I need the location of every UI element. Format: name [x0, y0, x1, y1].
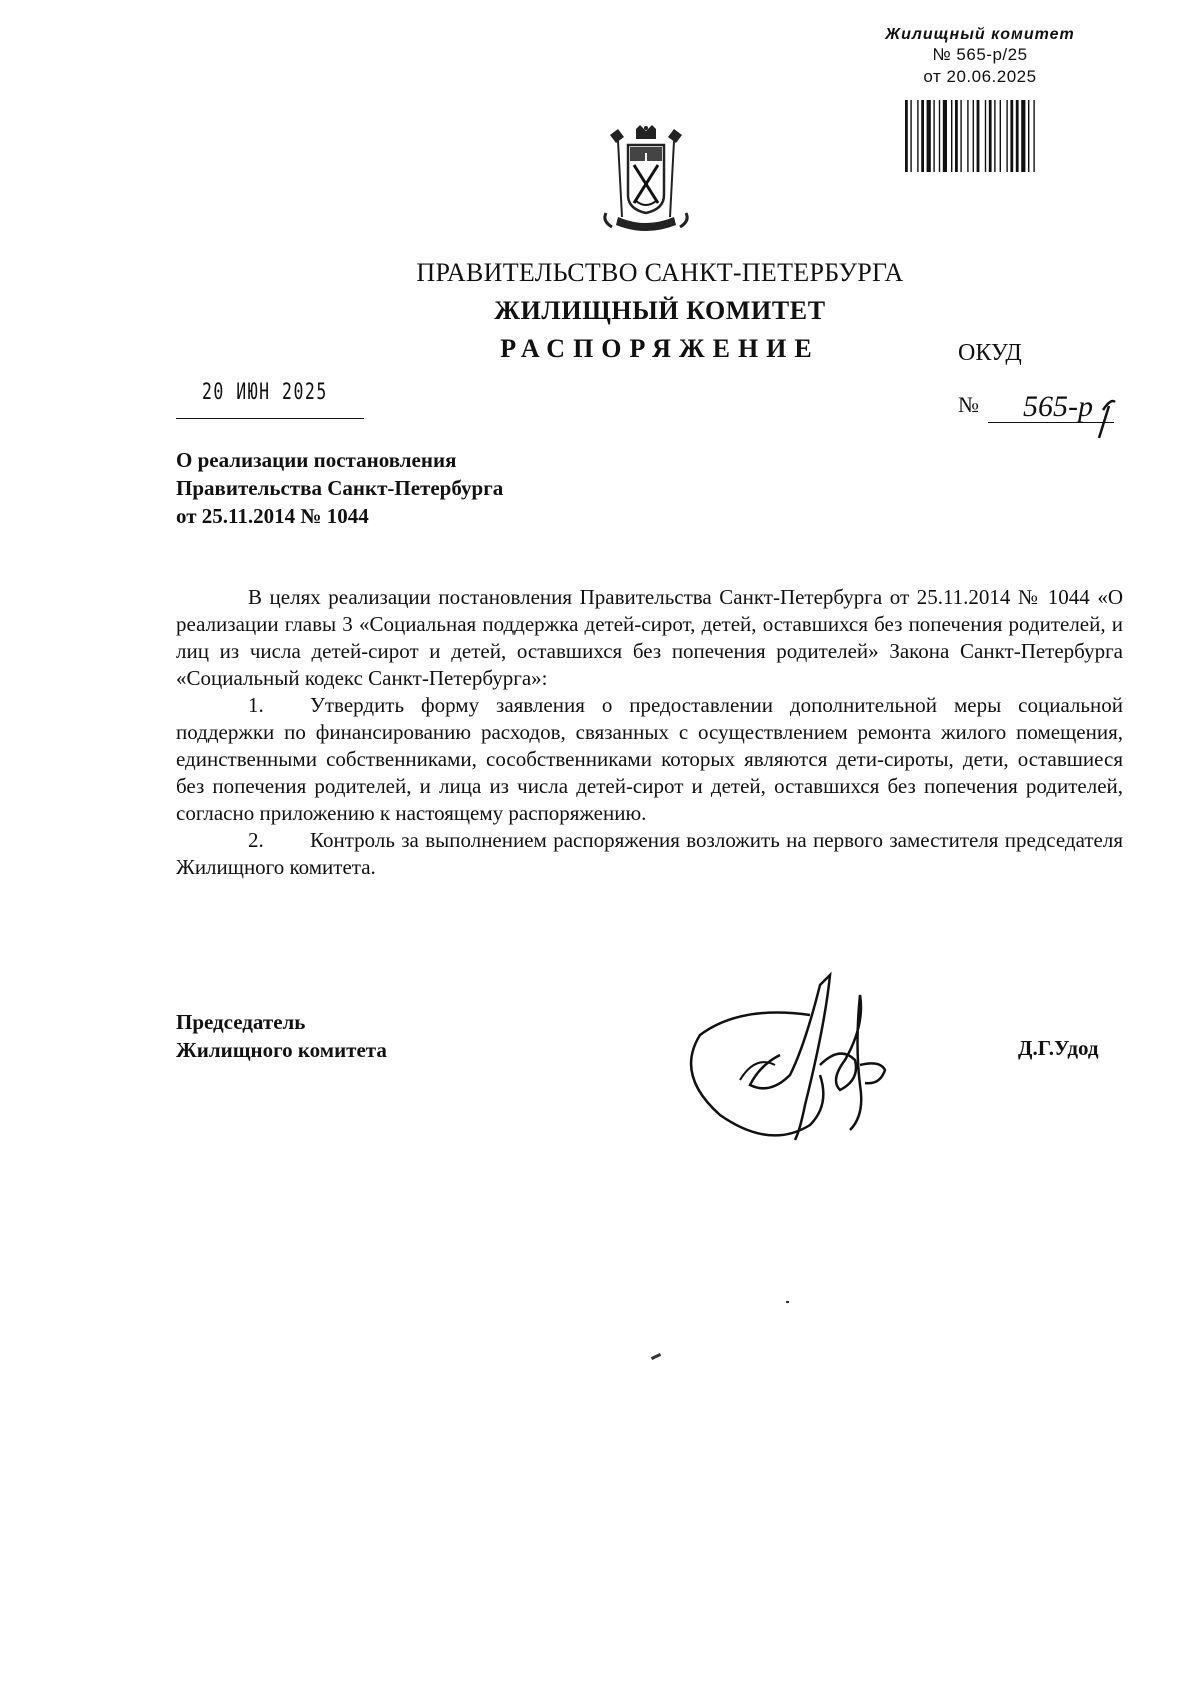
barcode-bar: [994, 100, 995, 172]
body-item-2: [176, 827, 1123, 881]
date-stamp: 20 ИЮН 2025: [202, 380, 328, 405]
barcode-bar: [910, 100, 911, 172]
number-sign: №: [958, 392, 979, 417]
barcode-bar: [1021, 100, 1025, 172]
barcode-bar: [960, 100, 961, 172]
government-title: ПРАВИТЕЛЬСТВО САНКТ-ПЕТЕРБУРГА: [416, 258, 904, 287]
barcode-bar: [985, 100, 986, 172]
item-number: 1.: [248, 693, 264, 717]
barcode-bar: [967, 100, 968, 172]
item-text: Утвердить форму заявления о предоставлении дополнительной меры социальной поддержки по финансированию расходов, связанных с осуществлением ремонта жилого помещения, единственными собственниками, сособственниками которых являются дети-сироты, дети, оставшиеся без попечения родителей, и лица из числа детей-сирот и детей, оставшихся без попечения родителей, согласно приложению к настоящему распоряжению.: [176, 693, 1123, 825]
committee-title: ЖИЛИЩНЫЙ КОМИТЕТ: [494, 296, 826, 325]
stamp-org: Жилищный комитет: [885, 26, 1075, 43]
barcode-bar: [1006, 100, 1007, 172]
subject-line-1: О реализации постановления: [176, 448, 457, 472]
barcode-bar: [989, 100, 992, 172]
barcode-bar: [973, 100, 974, 172]
scan-speck: [786, 1301, 789, 1303]
subject-line-3: от 25.11.2014 № 1044: [176, 504, 369, 528]
body-intro: В целях реализации постановления Правительства Санкт-Петербурга от 25.11.2014 № 1044 «О реализации главы 3 «Социальная поддержка детей-сирот, детей, оставшихся без попечения родителей, и лиц из числа детей-сирот и детей, оставшихся без попечения родителей» Закона Санкт-Петербурга «Социальный кодекс Санкт-Петербурга»:: [176, 585, 1123, 690]
item-number: 2.: [248, 828, 264, 852]
handwritten-number: [1005, 380, 1125, 440]
okud-label: ОКУД: [958, 340, 1022, 366]
body-item-1: [176, 692, 1123, 827]
barcode-bar: [927, 100, 931, 172]
barcode-bar: [1010, 100, 1013, 172]
barcode-bar: [905, 100, 908, 172]
barcode-bar: [943, 100, 947, 172]
date-underline: [176, 418, 364, 419]
stamp-number: № 565-р/25: [932, 45, 1028, 64]
document-body: [176, 584, 1123, 881]
barcode-icon: [905, 100, 1055, 172]
barcode-bar: [951, 100, 952, 172]
document-type: РАСПОРЯЖЕНИЕ: [500, 334, 820, 363]
barcode-bar: [977, 100, 980, 172]
handwritten-signature: [680, 965, 910, 1150]
position-line-1: Председатель: [176, 1010, 306, 1034]
position-line-2: Жилищного комитета: [176, 1038, 387, 1062]
registration-stamp: [880, 26, 1080, 88]
barcode-bar: [1028, 100, 1029, 172]
scan-speck: [651, 1353, 661, 1360]
item-text: Контроль за выполнением распоряжения возложить на первого заместителя председателя Жилищного комитета.: [176, 828, 1123, 879]
barcode-bar: [917, 100, 918, 172]
st-petersburg-coat-of-arms-icon: [600, 125, 692, 237]
barcode-bar: [939, 100, 940, 172]
barcode-bar: [1000, 100, 1001, 172]
barcode-bar: [921, 100, 924, 172]
barcode-bar: [955, 100, 958, 172]
barcode-bar: [1016, 100, 1019, 172]
svg-text:565-р: 565-р: [1023, 390, 1093, 423]
stamp-date: от 20.06.2025: [923, 67, 1037, 86]
signatory-name: Д.Г.Удод: [1018, 1036, 1099, 1060]
barcode-bar: [1033, 100, 1034, 172]
barcode-bar: [933, 100, 934, 172]
document-subject: [176, 446, 503, 530]
subject-line-2: Правительства Санкт-Петербурга: [176, 476, 504, 500]
signatory-position: [176, 1008, 387, 1064]
